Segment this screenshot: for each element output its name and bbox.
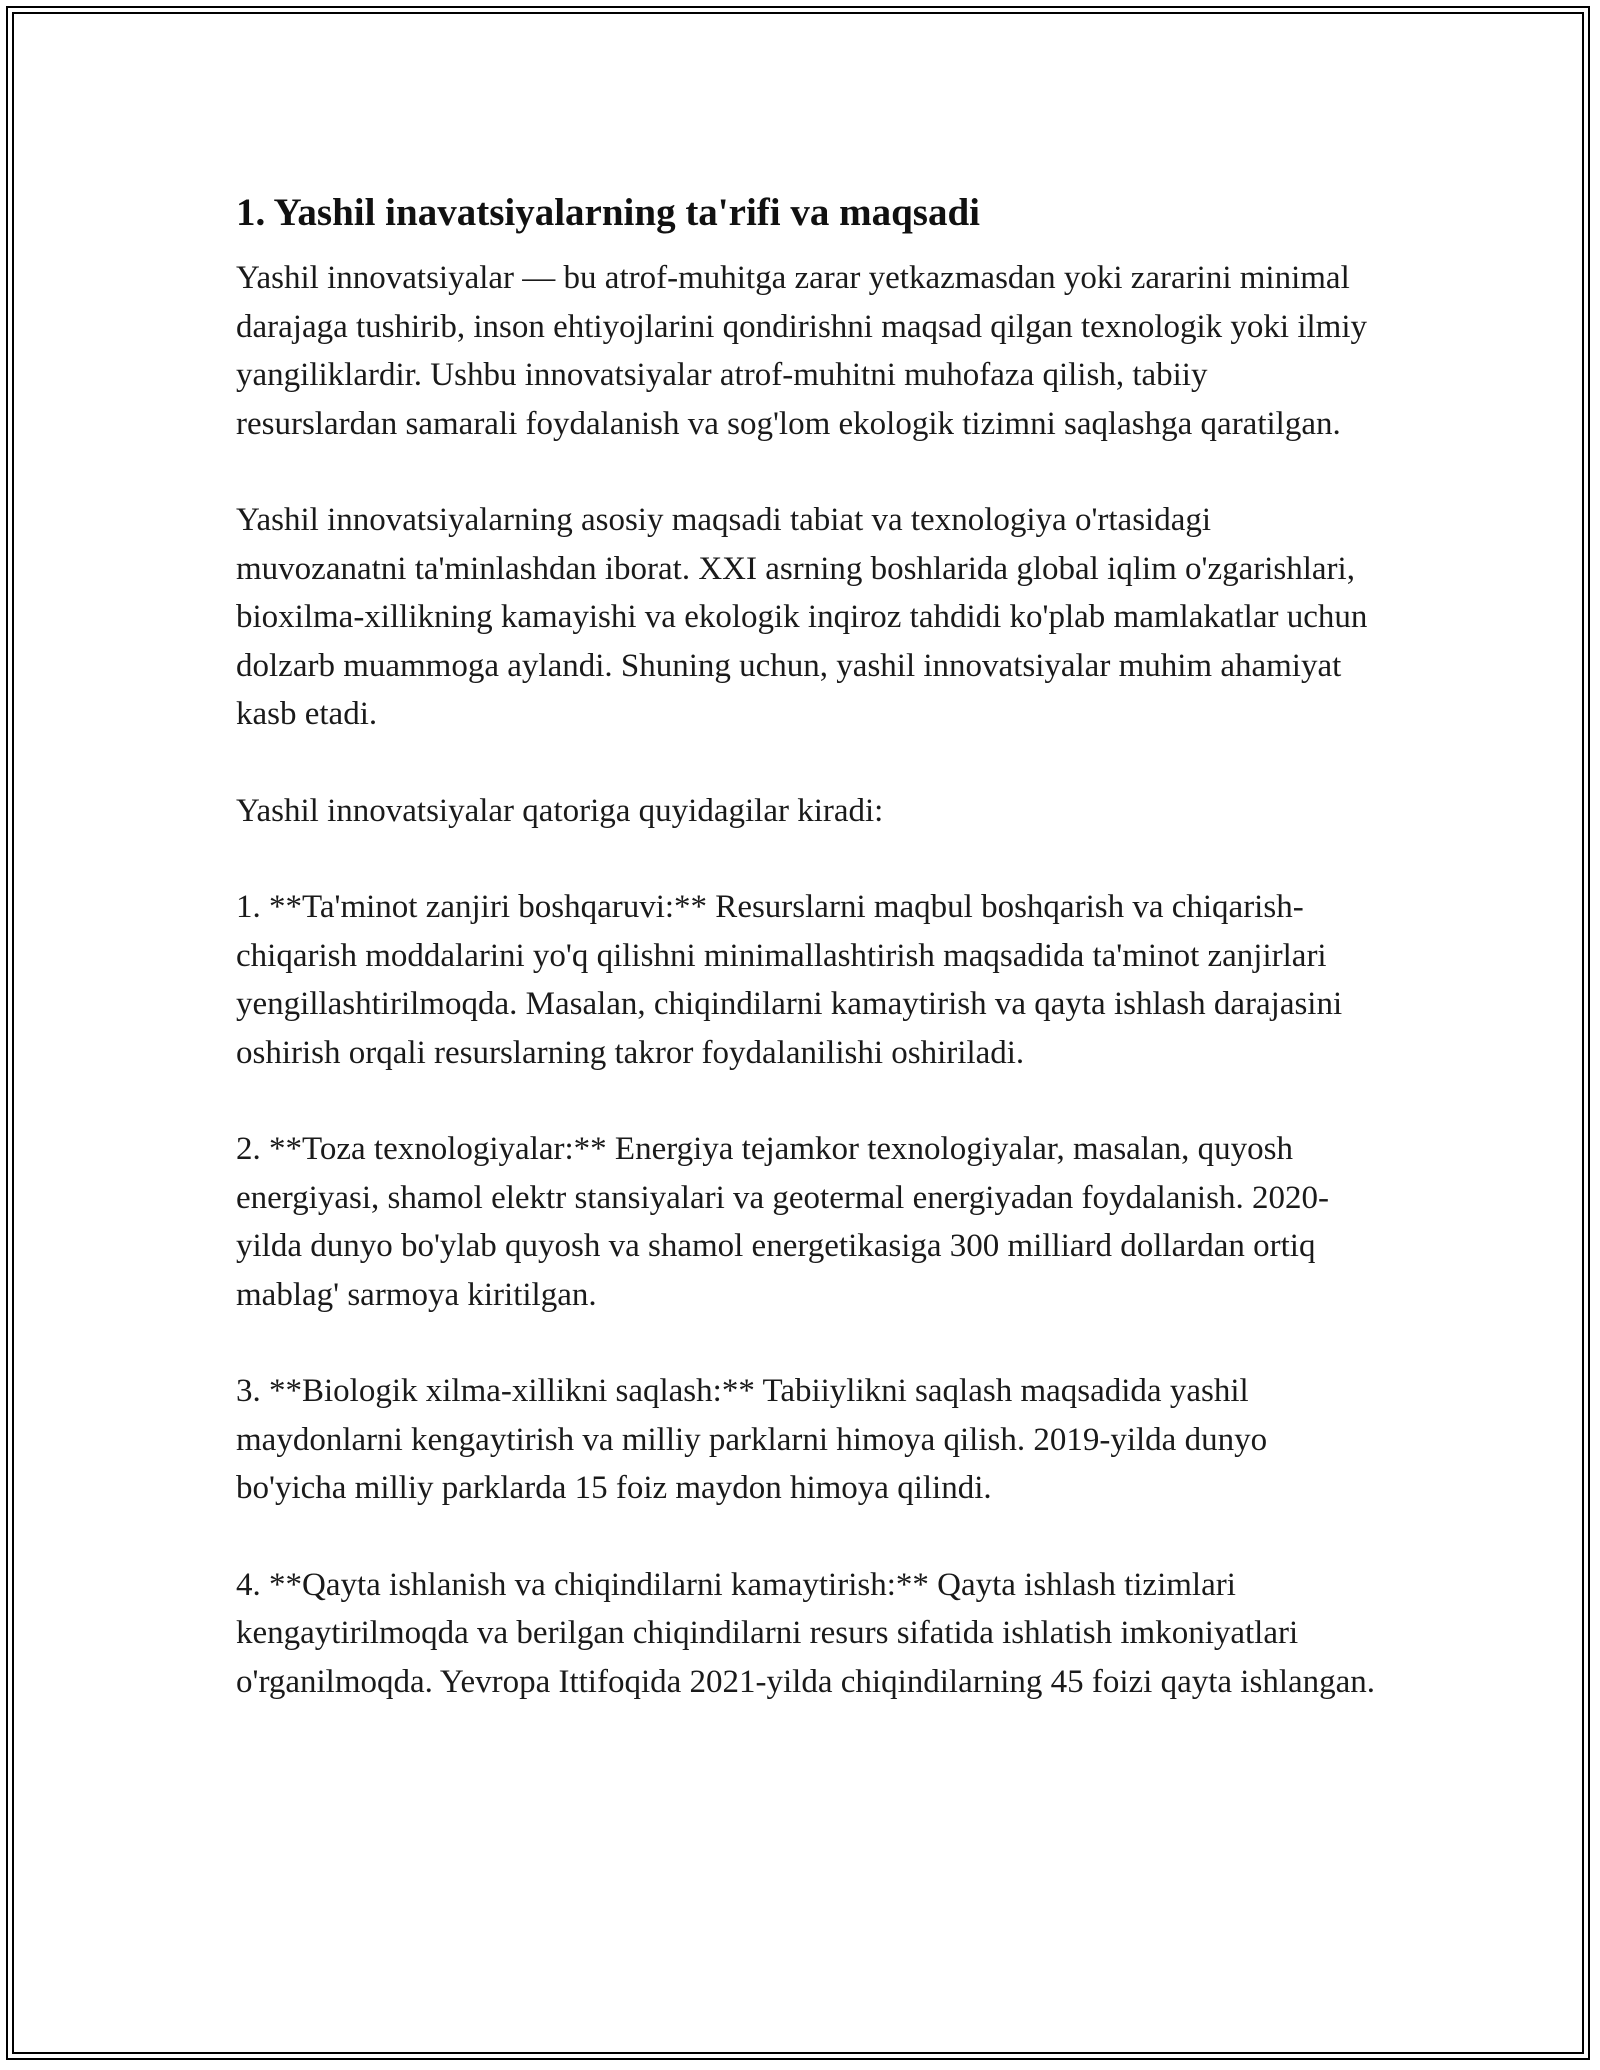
list-item-supply-chain: 1. **Ta'minot zanjiri boshqaruvi:** Resurslarni maqbul boshqarish va chiqarish-chiqarish moddalarini yo'q qilishni minimallashtirish maqsadida ta'minot zanjirlari yengillashtirilmoqda. Masalan, chiqindilarni kamaytirish va qayta ishlash darajasini oshirish orqali resurslarning takror foydalanilishi oshiriladi. (236, 889, 1343, 1071)
list-item-biodiversity: 3. **Biologik xilma-xillikni saqlash:** Tabiiylikni saqlash maqsadida yashil maydonlarni kengaytirish va milliy parklarni himoya qilish. 2019-yilda dunyo bo'yicha milliy parklarda 15 foiz maydon himoya qilindi. (236, 1373, 1268, 1506)
paragraph-purpose: Yashil innovatsiyalarning asosiy maqsadi tabiat va texnologiya o'rtasidagi muvozanatni ta'minlashdan iborat. XXI asrning boshlarida global iqlim o'zgarishlari, bioxilma-xillikning kamayishi va ekologik inqiroz tahdidi ko'plab mamlakatlar uchun dolzarb muammoga aylandi. Shuning uchun, yashil innovatsiyalar muhim ahamiyat kasb etadi. (236, 502, 1368, 732)
paragraph-definition: Yashil innovatsiyalar — bu atrof-muhitga zarar yetkazmasdan yoki zararini minimal darajaga tushirib, inson ehtiyojlarini qondirishni maqsad qilgan texnologik yoki ilmiy yangiliklardir. Ushbu innovatsiyalar atrof-muhitni muhofaza qilish, tabiiy resurslardan samarali foydalanish va sog'lom ekologik tizimni saqlashga qaratilgan. (236, 260, 1368, 442)
list-item-clean-tech: 2. **Toza texnologiyalar:** Energiya tejamkor texnologiyalar, masalan, quyosh energiyasi, shamol elektr stansiyalari va geotermal energiyadan foydalanish. 2020-yilda dunyo bo'ylab quyosh va shamol energetikasiga 300 milliard dollardan ortiq mablag' sarmoya kiritilgan. (236, 1131, 1329, 1313)
paragraph-list-intro: Yashil innovatsiyalar qatoriga quyidagilar kiradi: (236, 792, 884, 829)
list-item-recycling: 4. **Qayta ishlanish va chiqindilarni kamaytirish:** Qayta ishlash tizimlari kengaytirilmoqda va berilgan chiqindilarni resurs sifatida ishlatish imkoniyatlari o'rganilmoqda. Yevropa Ittifoqida 2021-yilda chiqindilarning 45 foizi qayta ishlangan. (236, 1566, 1376, 1700)
section-heading: 1. Yashil inavatsiyalarning ta'rifi va maqsadi (236, 191, 980, 234)
document-body (236, 182, 1376, 1754)
